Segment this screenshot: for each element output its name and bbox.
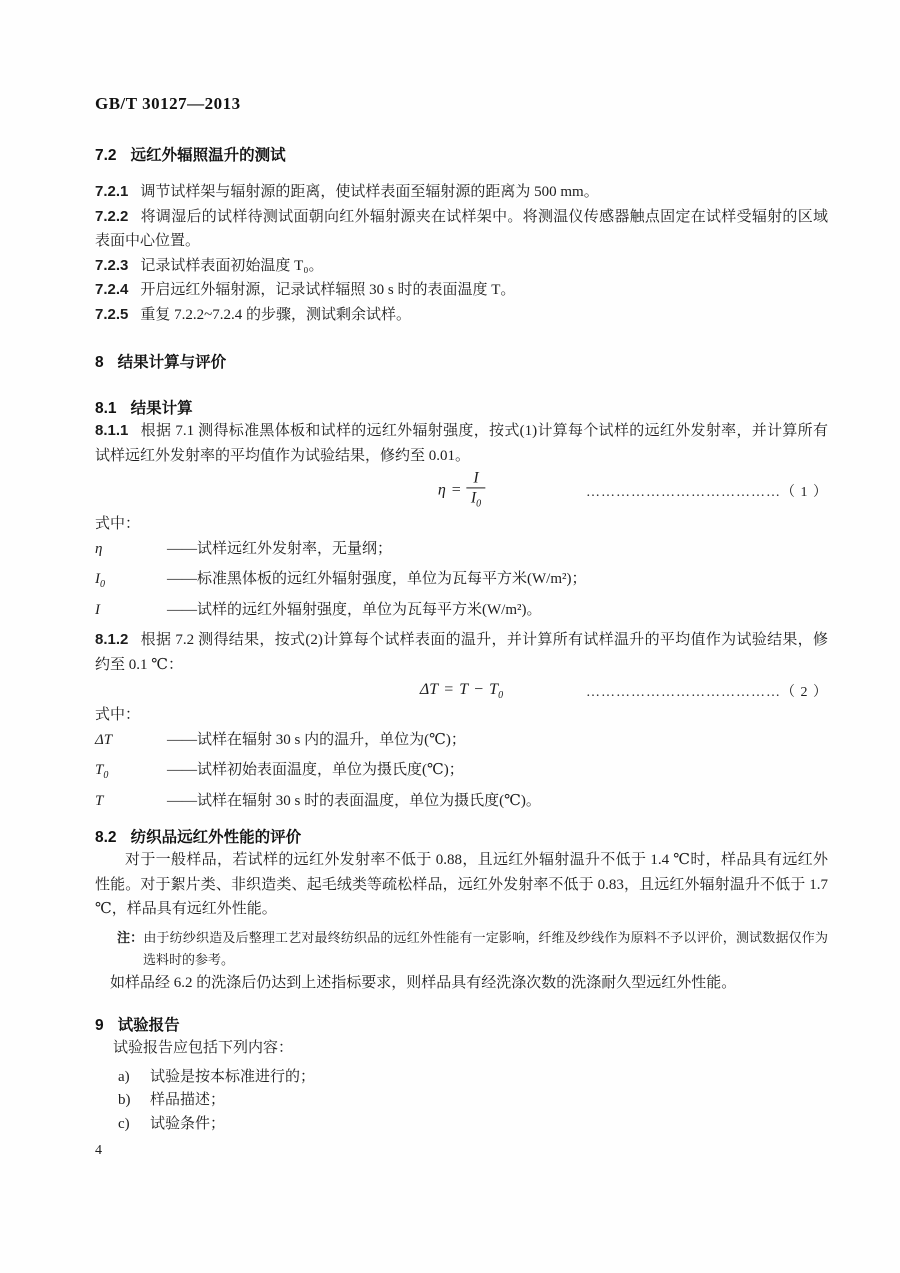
section-title: 试验报告 bbox=[117, 1017, 180, 1034]
clause-7-2-2 bbox=[95, 205, 828, 254]
clause-number: 7.2.3 bbox=[95, 256, 129, 274]
variable-symbol bbox=[95, 789, 167, 820]
section-heading-7-2 bbox=[95, 146, 828, 166]
variable-symbol bbox=[95, 728, 167, 759]
denominator-subscript: 0 bbox=[476, 498, 482, 510]
clause-7-2-1 bbox=[95, 180, 828, 205]
section-number: 8.2 bbox=[95, 829, 117, 846]
clause-8-1-1 bbox=[95, 419, 828, 468]
formula-2 bbox=[95, 679, 828, 703]
clause-number: 7.2.5 bbox=[95, 305, 129, 323]
list-item-letter: b) bbox=[118, 1092, 131, 1108]
section-heading-8 bbox=[95, 353, 828, 373]
variable-list-2 bbox=[95, 728, 828, 820]
list-item-text: 试验条件； bbox=[150, 1115, 226, 1132]
fraction-denominator bbox=[467, 487, 485, 512]
equation-term-2 bbox=[489, 680, 504, 702]
variable-row bbox=[95, 789, 828, 820]
symbol: η bbox=[95, 540, 103, 557]
equation-number: （ 2 ） bbox=[781, 685, 828, 700]
clause-text: 调节试样架与辐射源的距离，使试样表面至辐射源的距离为 500 mm。 bbox=[140, 184, 599, 200]
variable-row bbox=[95, 598, 828, 629]
variable-description: ——试样在辐射 30 s 时的表面温度，单位为摄氏度(℃)。 bbox=[167, 792, 541, 809]
variable-symbol bbox=[95, 537, 167, 568]
equation-1 bbox=[438, 469, 485, 512]
equation-lhs: η bbox=[437, 481, 446, 499]
list-item-text: 样品描述； bbox=[150, 1092, 226, 1108]
clause-number: 7.2.2 bbox=[95, 207, 129, 225]
clause-number: 7.2.4 bbox=[95, 281, 129, 298]
leader-dots: ………………………………… bbox=[586, 485, 781, 500]
formula-1 bbox=[95, 470, 828, 512]
section-heading-8-2 bbox=[95, 828, 828, 848]
clause-number: 8.1.2 bbox=[95, 631, 129, 648]
symbol: I bbox=[95, 571, 100, 587]
symbol: I bbox=[95, 601, 100, 618]
variable-symbol bbox=[95, 758, 167, 789]
section-heading-8-1 bbox=[95, 399, 828, 419]
list-item bbox=[118, 1089, 828, 1113]
term-subscript: 0 bbox=[498, 690, 504, 702]
equation-term-1: T bbox=[459, 680, 469, 698]
variable-description: ——试样初始表面温度，单位为摄氏度(℃)； bbox=[167, 762, 464, 778]
section-number: 8 bbox=[95, 354, 104, 371]
variable-description: ——试样的远红外辐射强度，单位为瓦每平方米(W/m²)。 bbox=[167, 601, 542, 618]
report-items-list bbox=[95, 1066, 828, 1137]
section-number: 9 bbox=[95, 1017, 104, 1034]
where-label-2: 式中： bbox=[95, 707, 141, 723]
equation-number: （ 1 ） bbox=[781, 485, 828, 500]
paragraph-evaluation-criteria: 对于一般样品，若试样的远红外发射率不低于 0.88，且远红外辐射温升不低于 1.4 ℃时，样品具有远红外性能。对于絮片类、非织造类、起毛绒类等疏松样品，远红外发射率不低于 0.83，且远红外辐射温升不低于 1.7 ℃，样品具有远红外性能。 bbox=[95, 852, 828, 917]
symbol-subscript: 0 bbox=[103, 770, 109, 781]
term-symbol: T bbox=[489, 680, 499, 698]
equals-sign: = bbox=[444, 680, 454, 698]
symbol-subscript: 0 bbox=[100, 579, 105, 590]
note-label: 注： bbox=[117, 929, 144, 945]
symbol: T bbox=[95, 762, 104, 778]
clause-text: 开启远红外辐射源，记录试样辐照 30 s 时的表面温度 T。 bbox=[140, 282, 516, 298]
variable-symbol bbox=[95, 598, 167, 629]
clause-text: 根据 7.2 测得结果，按式(2)计算每个试样表面的温升，并计算所有试样温升的平均值作为试验结果，修约至 0.1 ℃： bbox=[95, 632, 828, 673]
leader-dots: ………………………………… bbox=[586, 685, 781, 700]
variable-row bbox=[95, 537, 828, 568]
section-title: 结果计算与评价 bbox=[117, 354, 227, 371]
denominator-symbol: I bbox=[470, 489, 477, 507]
list-item-letter: c) bbox=[118, 1115, 130, 1132]
clauses-7-2 bbox=[95, 180, 828, 327]
symbol: T bbox=[95, 792, 104, 809]
section-title: 结果计算 bbox=[130, 400, 193, 417]
clause-text: 根据 7.1 测得标准黑体板和试样的远红外辐射强度，按式(1)计算每个试样的远红外发射率，并计算所有试样远红外发射率的平均值作为试验结果，修约至 0.01。 bbox=[95, 423, 828, 464]
where-label-1: 式中： bbox=[95, 516, 141, 532]
clause-text: 将调湿后的试样待测试面朝向红外辐射源夹在试样架中。将测温仪传感器触点固定在试样受辐射的区域表面中心位置。 bbox=[95, 208, 828, 249]
formula-2-leader bbox=[586, 681, 828, 701]
variable-row bbox=[95, 728, 828, 759]
minus-sign: − bbox=[474, 680, 484, 698]
standard-number-header: GB/T 30127—2013 bbox=[95, 94, 241, 113]
formula-1-leader bbox=[586, 481, 828, 501]
variable-symbol bbox=[95, 567, 167, 598]
equation-lhs: ΔT bbox=[419, 680, 439, 698]
fraction-numerator: I bbox=[473, 469, 479, 487]
variable-list-1 bbox=[95, 537, 828, 629]
note-text: 由于纺纱织造及后整理工艺对最终纺织品的远红外性能有一定影响，纤维及纱线作为原料不予以评价，测试数据仅作为选料时的参考。 bbox=[143, 929, 828, 967]
clause-7-2-4 bbox=[95, 278, 828, 303]
clause-7-2-3 bbox=[95, 254, 828, 279]
list-item-text: 试验是按本标准进行的； bbox=[150, 1068, 316, 1085]
fraction bbox=[467, 469, 485, 512]
list-item bbox=[118, 1113, 828, 1137]
clause-text: 重复 7.2.2~7.2.4 的步骤，测试剩余试样。 bbox=[140, 306, 411, 323]
equation-2 bbox=[420, 681, 503, 701]
list-item-letter: a) bbox=[118, 1068, 130, 1085]
section-number: 7.2 bbox=[95, 147, 117, 164]
clause-text: 记录试样表面初始温度 T₀。 bbox=[140, 257, 324, 274]
clause-8-1-2 bbox=[95, 628, 828, 677]
paragraph-wash-durability: 如样品经 6.2 的洗涤后仍达到上述指标要求，则样品具有经洗涤次数的洗涤耐久型远红外性能。 bbox=[110, 974, 737, 991]
variable-row bbox=[95, 758, 828, 789]
section-number: 8.1 bbox=[95, 400, 117, 417]
page-number: 4 bbox=[95, 1143, 102, 1158]
section-title: 纺织品远红外性能的评价 bbox=[130, 829, 302, 846]
clause-number: 8.1.1 bbox=[95, 422, 129, 439]
variable-description: ——试样远红外发射率，无量纲； bbox=[167, 540, 393, 557]
variable-description: ——试样在辐射 30 s 内的温升，单位为(℃)； bbox=[167, 731, 466, 748]
clause-7-2-5 bbox=[95, 303, 828, 328]
section-title: 远红外辐照温升的测试 bbox=[130, 147, 286, 164]
variable-row bbox=[95, 567, 828, 598]
symbol: ΔT bbox=[95, 731, 113, 748]
note bbox=[117, 927, 828, 971]
variable-description: ——标准黑体板的远红外辐射强度，单位为瓦每平方米(W/m²)； bbox=[167, 571, 587, 587]
report-intro: 试验报告应包括下列内容： bbox=[113, 1040, 294, 1056]
section-heading-9 bbox=[95, 1016, 828, 1036]
equals-sign: = bbox=[451, 481, 461, 499]
clause-number: 7.2.1 bbox=[95, 183, 129, 200]
list-item bbox=[118, 1066, 828, 1090]
